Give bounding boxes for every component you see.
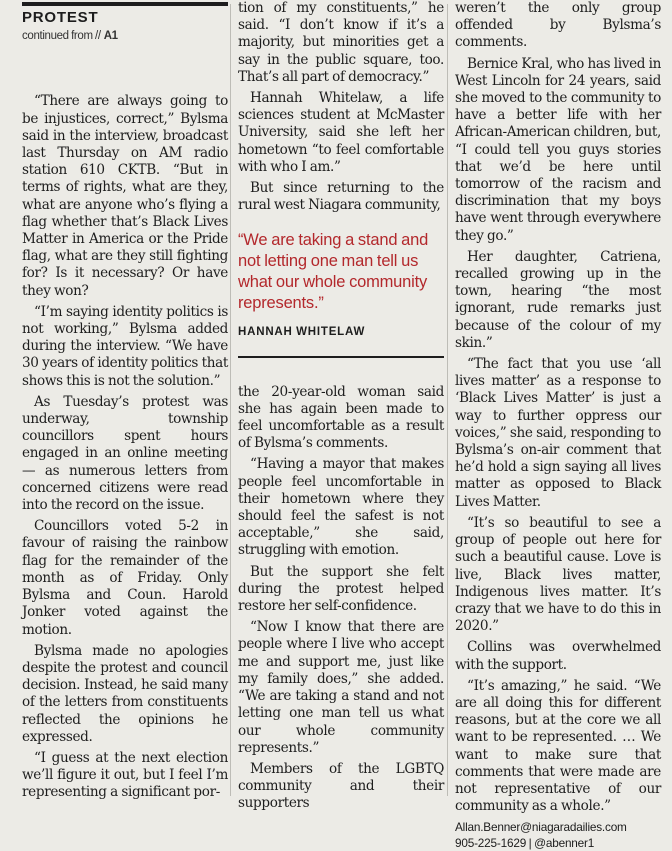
paragraph: weren’t the only group offended by Bylsma’s comments. <box>455 0 661 51</box>
paragraph: “I guess at the next election we’ll figure it out, but I feel I’m representing a significant por- <box>22 749 228 801</box>
continued-text: continued from // <box>22 30 101 43</box>
paragraph: the 20-year-old woman said she has again been made to feel uncomfortable as a result of Bylsma’s comments. <box>238 383 444 452</box>
paragraph: Members of the LGBTQ community and their supporters <box>238 760 444 812</box>
paragraph: Bylsma made no apologies despite the protest and council decision. Instead, he said many of the letters from constituents reflected the opinions he expressed. <box>22 642 228 745</box>
pull-quote-attribution: HANNAH WHITELAW <box>238 326 366 339</box>
author-email: Allan.Benner@niagaradailies.com <box>455 820 627 835</box>
paragraph: “There are always going to be injustices, correct,” Bylsma said in the interview, broadcast last Thursday on AM radio station 610 CKTB. “But in terms of rights, what are they, what are anyone who’s flying a flag whether that’s Black Lives Matter in America or the Pride flag, what are they still fighting for? Is it necessary? Or have they won? <box>22 93 228 299</box>
paragraph: But since returning to the rural west Niagara community, <box>238 180 444 214</box>
paragraph: Collins was overwhelmed with the support. <box>455 639 661 673</box>
paragraph: “The fact that you use ‘all lives matter’ as a response to ‘Black Lives Matter’ is just a way to further oppress our voices,” she said, responding to Bylsma’s on-air comment that he’d hold a sign saying all lives matter as opposed to Black Lives Matter. <box>455 356 661 510</box>
author-phone-handle: 905-225-1629 | @abenner1 <box>455 836 595 851</box>
paragraph: “I’m saying identity politics is not working,” Bylsma added during the interview. “We have 30 years of identity politics that shows this is not the solution.” <box>22 303 228 389</box>
pull-quote-divider <box>238 356 444 358</box>
paragraph: tion of my constituents,” he said. “I don’t know if it’s a majority, but minorities get a say in the public square, too. That’s all part of democracy.” <box>238 0 444 85</box>
paragraph: As Tuesday’s protest was underway, township councillors spent hours engaged in an online meeting — as numerous letters from concerned citizens were read into the record on the issue. <box>22 393 228 514</box>
author-signoff <box>455 819 661 851</box>
paragraph: But the support she felt during the protest helped restore her self-confidence. <box>238 563 444 615</box>
column-divider <box>230 4 231 796</box>
paragraph: “It’s amazing,” he said. “We are all doing this for different reasons, but at the core we all want to be represented. … We want to make sure that comments that were made are not representative of our community as a whole.” <box>455 677 661 815</box>
column-divider <box>447 4 448 796</box>
pull-quote: “We are taking a stand and not letting one man tell us what our whole community represents.” <box>238 231 429 313</box>
paragraph: Her daughter, Catriena, recalled growing up in the town, hearing “the most ignorant, rude remarks just because of the colour of my skin.” <box>455 248 661 351</box>
column-2 <box>238 0 444 817</box>
continuation-note <box>22 28 228 45</box>
paragraph: “Now I know that there are people where I live who accept me and support me, just like my family does,” she added. “We are taking a stand and not letting one man tell us what our whole community represents.” <box>238 619 444 756</box>
continued-page: A1 <box>103 30 118 43</box>
paragraph: “Having a mayor that makes people feel uncomfortable in their hometown where they should feel the safest is not acceptable,” she said, struggling with emotion. <box>238 456 444 559</box>
paragraph: Hannah Whitelaw, a life sciences student at McMaster University, said she left her hometown “to feel comfortable with who I am.” <box>238 90 444 175</box>
column-3 <box>455 0 661 851</box>
column-1 <box>22 0 228 806</box>
paragraph: Bernice Kral, who has lived in West Lincoln for 24 years, said she moved to the community to have a better life with her African-American children, but, “I could tell you guys stories that we’d be here until tomorrow of the racism and discrimination that my boys have went through everywhere they go.” <box>455 55 662 244</box>
paragraph: Councillors voted 5-2 in favour of raising the rainbow flag for the remainder of the month as of Friday. Only Bylsma and Coun. Harold Jonker voted against the motion. <box>22 518 228 638</box>
section-label: PROTEST <box>22 2 228 28</box>
paragraph: “It’s so beautiful to see a group of people out here for such a beautiful cause. Love is live, Black lives matter, Indigenous lives matter. It’s crazy that we have to do this in 2020.” <box>455 514 661 635</box>
